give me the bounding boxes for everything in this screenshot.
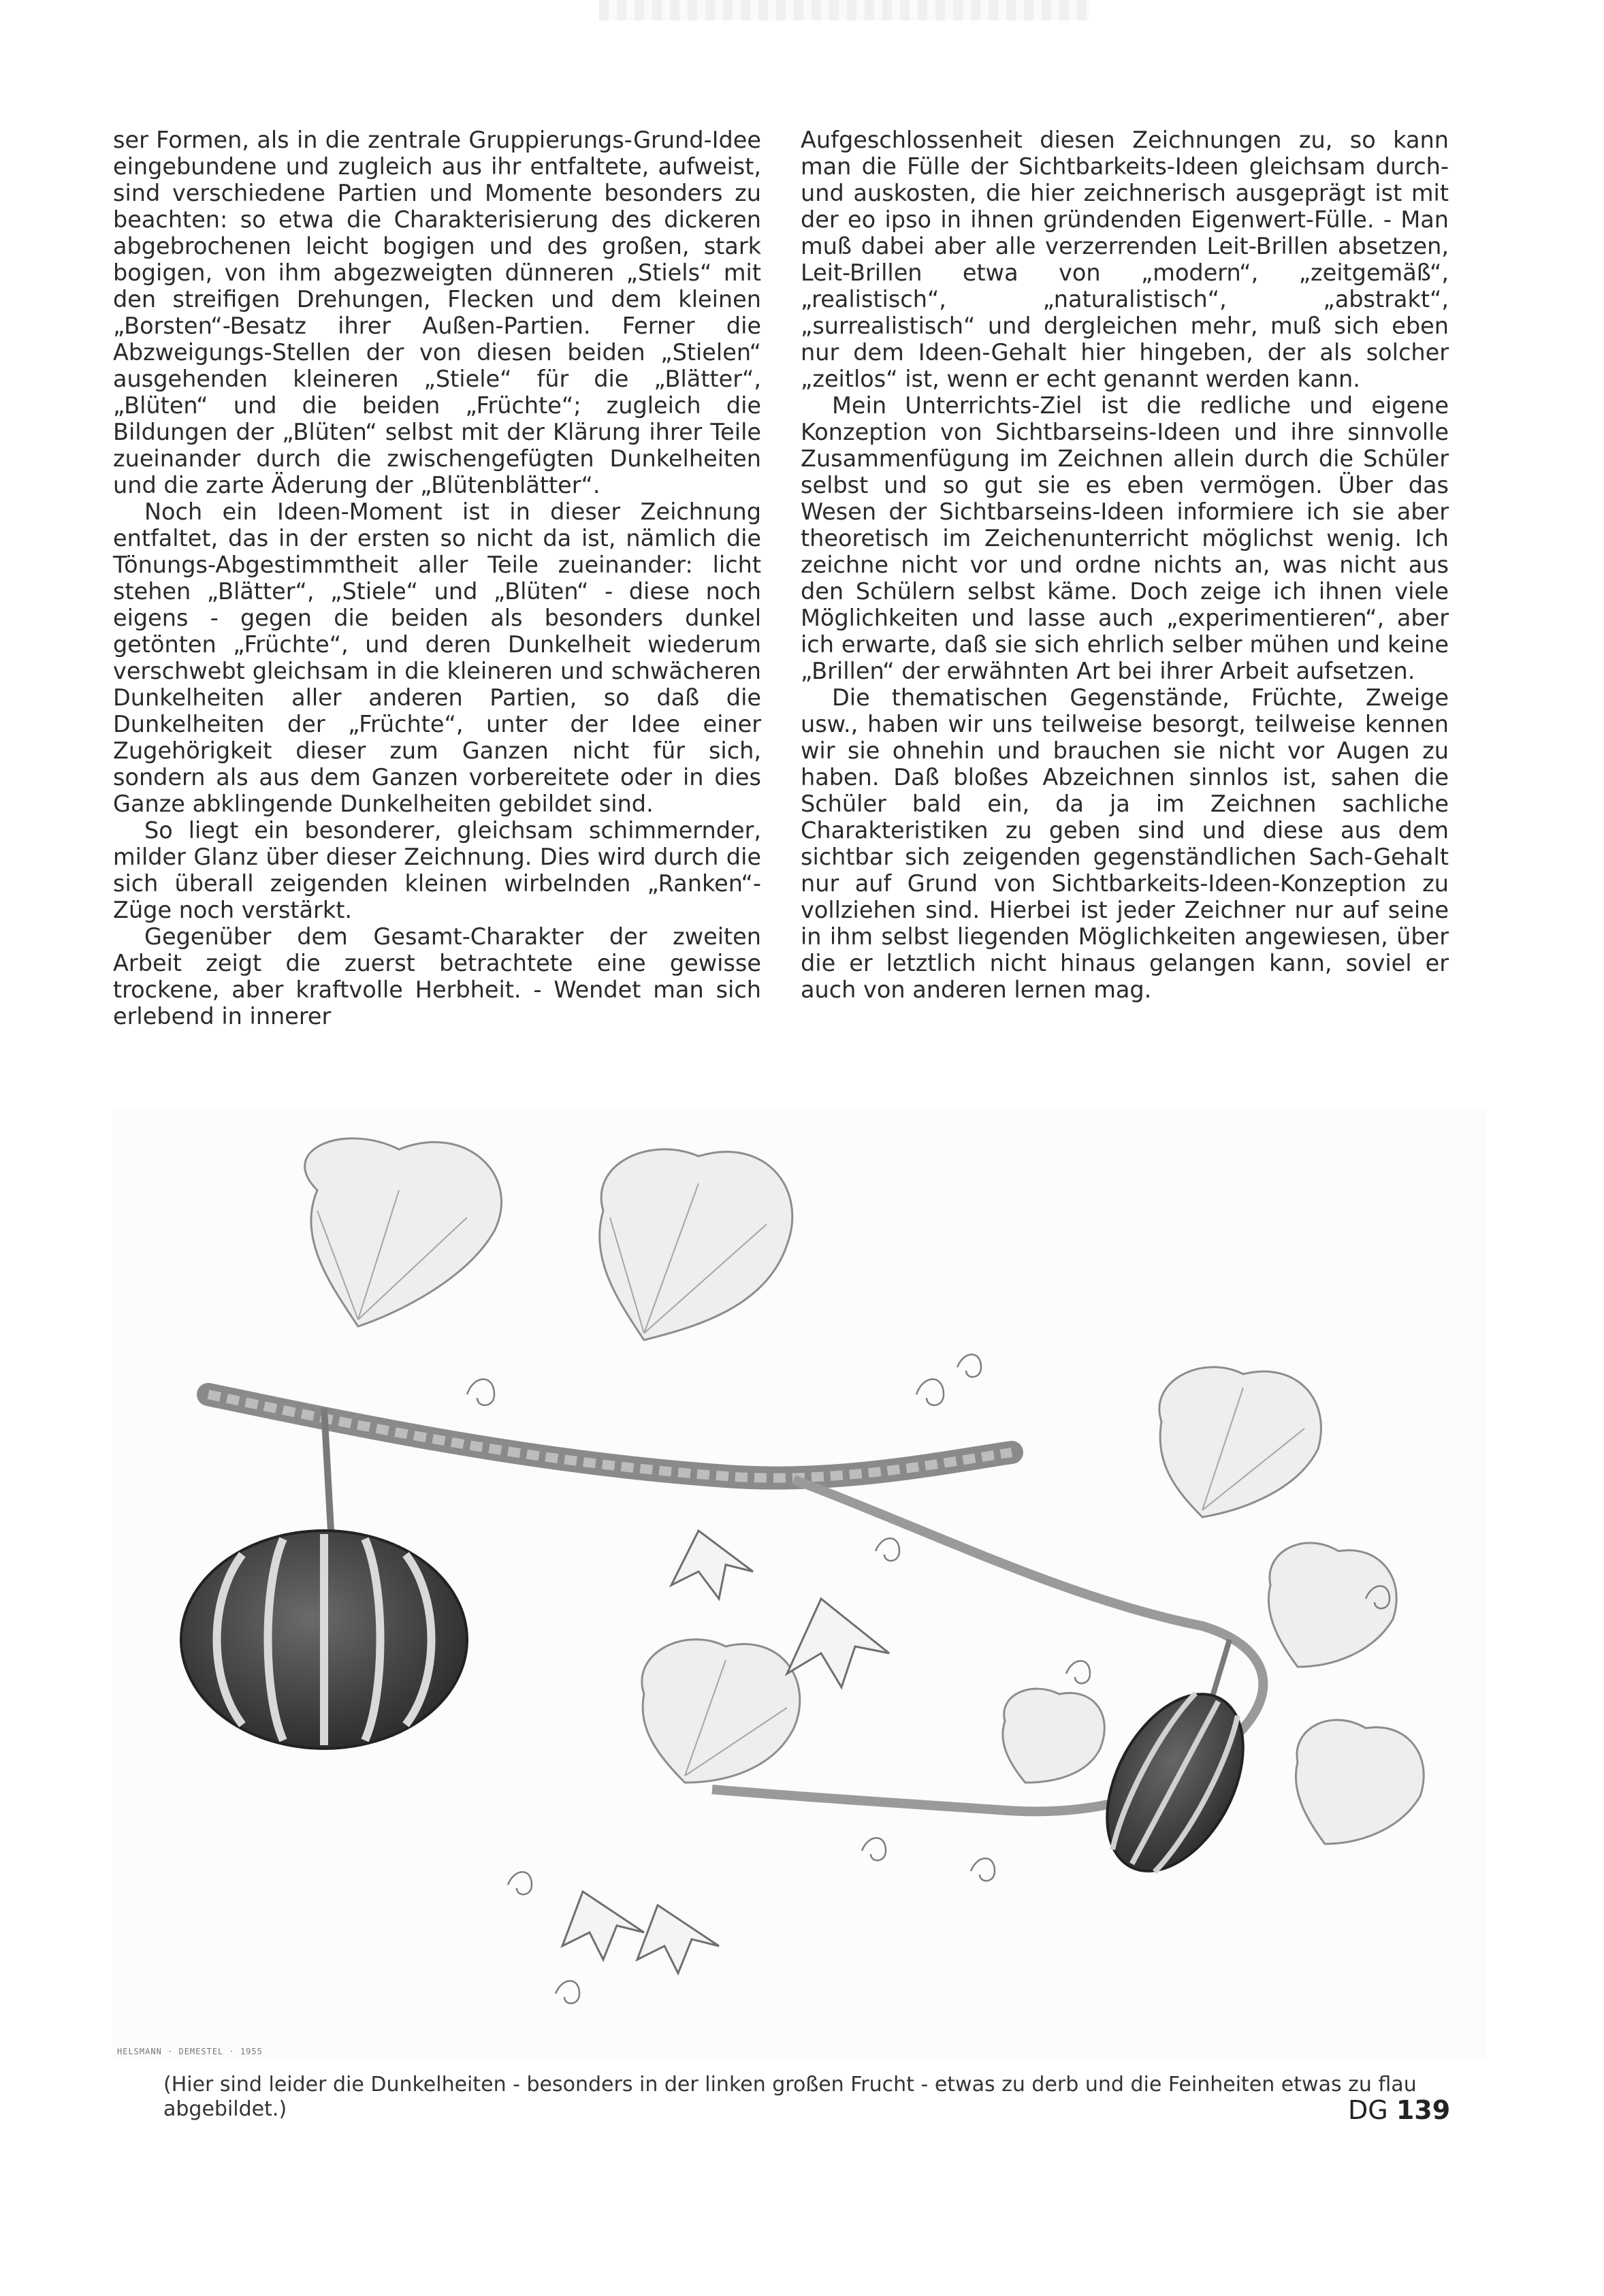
page-num: 139	[1396, 2095, 1451, 2125]
leaf	[305, 1138, 1424, 1844]
paragraph: So liegt ein besonderer, gleichsam schimmernder, milder Glanz über dieser Zeichnung. Dies wird durch die sich überall zeigenden kleinen wirbelnden „Ranken“-Züge noch verstärkt.	[113, 817, 761, 923]
text-column-left	[113, 127, 761, 1030]
paragraph: ser Formen, als in die zentrale Gruppierungs-Grund-Idee eingebundene und zugleich aus ihr entfaltete, aufweist, sind verschiedene Partien und Momente besonders zu beachten: so etwa die Charakterisierung des dickeren abgebrochenen leicht bogigen und des großen, stark bogigen, von ihm abgezweigten dünneren „Stiels“ mit den streifigen Drehungen, Flecken und dem kleinen „Borsten“-Besatz ihrer Außen-Partien. Ferner die Abzweigungs-Stellen der von diesen beiden „Stielen“ ausgehenden kleineren „Stiele“ für die „Blätter“, „Blüten“ und die beiden „Früchte“; zugleich die Bildungen der „Blüten“ selbst mit der Klärung ihrer Teile zueinander durch die zwischengefügten Dunkelheiten und die zarte Äderung der „Blütenblätter“.	[113, 127, 761, 498]
printer-credit: HELSMANN · DEMESTEL · 1955	[117, 2047, 263, 2056]
gourd-branch-drawing	[113, 1109, 1486, 2060]
paragraph: Gegenüber dem Gesamt-Charakter der zweiten Arbeit zeigt die zuerst betrachtete eine gewisse trockene, aber kraftvolle Herbheit. - Wendet man sich erlebend in innerer	[113, 923, 761, 1030]
figure-caption: (Hier sind leider die Dunkelheiten - besonders in der linken großen Frucht - etwas zu derb und die Feinheiten etwas zu flau abgebildet.)	[163, 2073, 1417, 2121]
text-column-right	[801, 127, 1449, 1003]
paragraph: Mein Unterrichts-Ziel ist die redliche und eigene Konzeption von Sichtbarseins-Ideen und ihre sinnvolle Zusammenfügung im Zeichnen allein durch die Schüler selbst und so gut sie es eben vermögen. Über das Wesen der Sichtbarseins-Ideen informiere ich sie aber theoretisch im Zeichenunterricht möglichst wenig. Ich zeichne nicht vor und ordne nichts an, was nicht aus den Schülern selbst käme. Doch zeige ich ihnen viele Möglichkeiten und lasse auch „experimentieren“, aber ich erwarte, daß sie sich ehrlich selber mühen und keine „Brillen“ der erwähnten Art bei ihrer Arbeit aufsetzen.	[801, 392, 1449, 684]
paragraph: Noch ein Ideen-Moment ist in dieser Zeichnung entfaltet, das in der ersten so nicht da ist, nämlich die Tönungs-Abgestimmtheit aller Teile zueinander: licht stehen „Blätter“, „Stiele“ und „Blüten“ - diese noch eigens - gegen die beiden als besonders dunkel getönten „Früchte“, und deren Dunkelheit wiederum verschwebt gleichsam in die kleineren und schwächeren Dunkelheiten aller anderen Partien, so daß die Dunkelheiten der „Früchte“, unter der Idee einer Zugehörigkeit dieser zum Ganzen nicht für sich, sondern als aus dem Ganzen vorbereitete oder in dies Ganze abklingende Dunkelheiten gebildet sind.	[113, 498, 761, 817]
paragraph: Die thematischen Gegenstände, Früchte, Zweige usw., haben wir uns teilweise besorgt, teilweise kennen wir sie ohnehin und brauchen sie nicht vor Augen zu haben. Daß bloßes Abzeichnen sinnlos ist, sahen die Schüler bald ein, da ja im Zeichnen sachliche Charakteristiken zu geben sind und diese aus dem sichtbar sich zeigenden gegenständlichen Sach-Gehalt nur auf Grund von Sichtbarkeits-Ideen-Konzeption zu vollziehen sind. Hierbei ist jeder Zeichner nur auf seine in ihm selbst liegenden Möglichkeiten angewiesen, über die er letztlich nicht hinaus gelangen kann, soviel er auch von anderen lernen mag.	[801, 684, 1449, 1003]
page-number	[1348, 2095, 1450, 2125]
journal-abbrev: DG	[1348, 2095, 1388, 2125]
paragraph: Aufgeschlossenheit diesen Zeichnungen zu, so kann man die Fülle der Sichtbarkeits-Ideen gleichsam durch- und auskosten, die hier zeichnerisch ausgeprägt ist mit der eo ipso in ihnen gründenden Eigenwert-Fülle. - Man muß dabei aber alle verzerrenden Leit-Brillen absetzen, Leit-Brillen etwa von „modern“, „zeitgemäß“, „realistisch“, „naturalistisch“, „abstrakt“, „surrealistisch“ und dergleichen mehr, muß sich eben nur dem Ideen-Gehalt hier hingeben, der als solcher „zeitlos“ ist, wenn er echt genannt werden kann.	[801, 127, 1449, 392]
scan-artifact	[599, 0, 1089, 20]
drawing-svg	[113, 1109, 1486, 2060]
